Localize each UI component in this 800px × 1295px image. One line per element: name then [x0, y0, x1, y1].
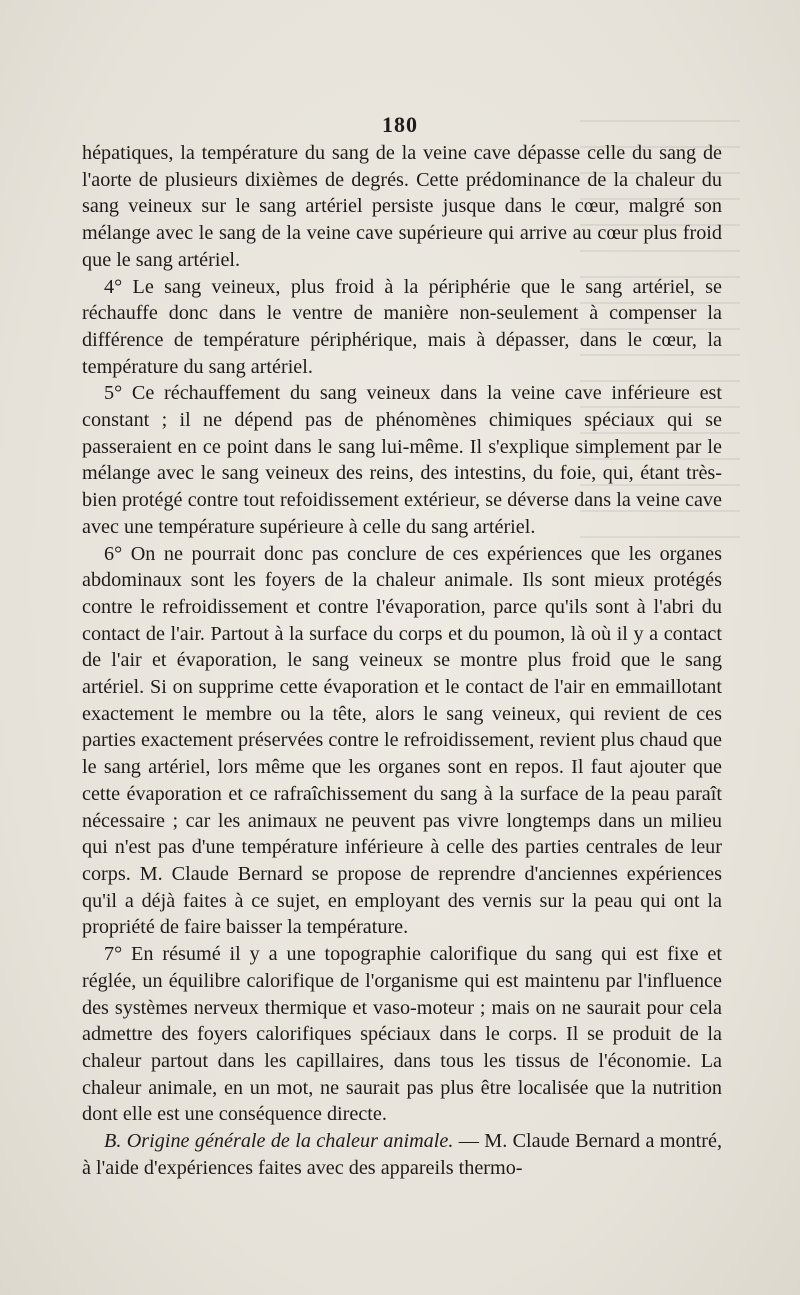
section-heading: B. Origine générale de la chaleur animale. [104, 1130, 454, 1153]
paragraph-point-6: 6° On ne pourrait donc pas conclure de ces expériences que les organes abdominaux sont les foyers de la chaleur animale. Ils sont mieux protégés contre le refroidissement et contre l'évaporation, parce qu'ils sont à l'abri du contact de l'air. Partout à la surface du corps et du poumon, là où il y a contact de l'air et évaporation, le sang veineux se montre plus froid que le sang artériel. Si on supprime cette évaporation et le contact de l'air en emmaillotant exactement le membre ou la tête, alors le sang veineux, qui revient de ces parties exactement préservées contre le refroidissement, revient plus chaud que le sang artériel, lors même que les organes sont en repos. Il faut ajouter que cette évaporation et ce rafraîchissement du sang à la surface de la peau paraît nécessaire ; car les animaux ne peuvent pas vivre longtemps dans un milieu qui n'est pas d'une température inférieure à celle des parties centrales de leur corps. M. Claude Bernard se propose de reprendre d'anciennes expériences qu'il a déjà faites à ce sujet, en employant des vernis sur la peau qui ont la propriété de faire baisser la température. [82, 542, 722, 939]
body-text [82, 140, 722, 1181]
paragraph-continuation: hépatiques, la température du sang de la veine cave dépasse celle du sang de l'aorte de plusieurs dixièmes de degrés. Cette prédominance de la chaleur du sang veineux sur le sang artériel persiste jusque dans le cœur, malgré son mélange avec le sang de la veine cave supérieure qui arrive au cœur plus froid que le sang artériel. [82, 142, 722, 271]
paragraph-point-5: 5° Ce réchauffement du sang veineux dans la veine cave inférieure est constant ; il ne dépend pas de phénomènes chimiques spéciaux qui se passeraient en ce point dans le sang lui-même. Il s'explique simplement par le mélange avec le sang veineux des reins, des intestins, du foie, qui, étant très-bien protégé contre tout refoidissement extérieur, se déverse dans la veine cave avec une température supérieure à celle du sang artériel. [82, 382, 722, 538]
page-number: 180 [382, 112, 418, 137]
paragraph-point-4: 4° Le sang veineux, plus froid à la périphérie que le sang artériel, se réchauffe donc dans le ventre de manière non-seulement à compenser la différence de température périphérique, mais à dépasser, dans le cœur, la température du sang artériel. [82, 275, 722, 378]
paragraph-point-7: 7° En résumé il y a une topographie calorifique du sang qui est fixe et réglée, un équilibre calorifique de l'organisme qui est maintenu par l'influence des systèmes nerveux thermique et vaso-moteur ; mais on ne saurait pour cela admettre des foyers calorifiques spéciaux dans le corps. Il se produit de la chaleur partout dans les capillaires, dans tous les tissus de l'économie. La chaleur animale, en un mot, ne saurait pas plus être localisée que la nutrition dont elle est une conséquence directe. [82, 943, 722, 1126]
section-text: — M. Claude Bernard a montré, à l'aide d'expériences faites avec des appareils thermo- [82, 1130, 723, 1179]
section-b-paragraph [82, 1128, 722, 1181]
